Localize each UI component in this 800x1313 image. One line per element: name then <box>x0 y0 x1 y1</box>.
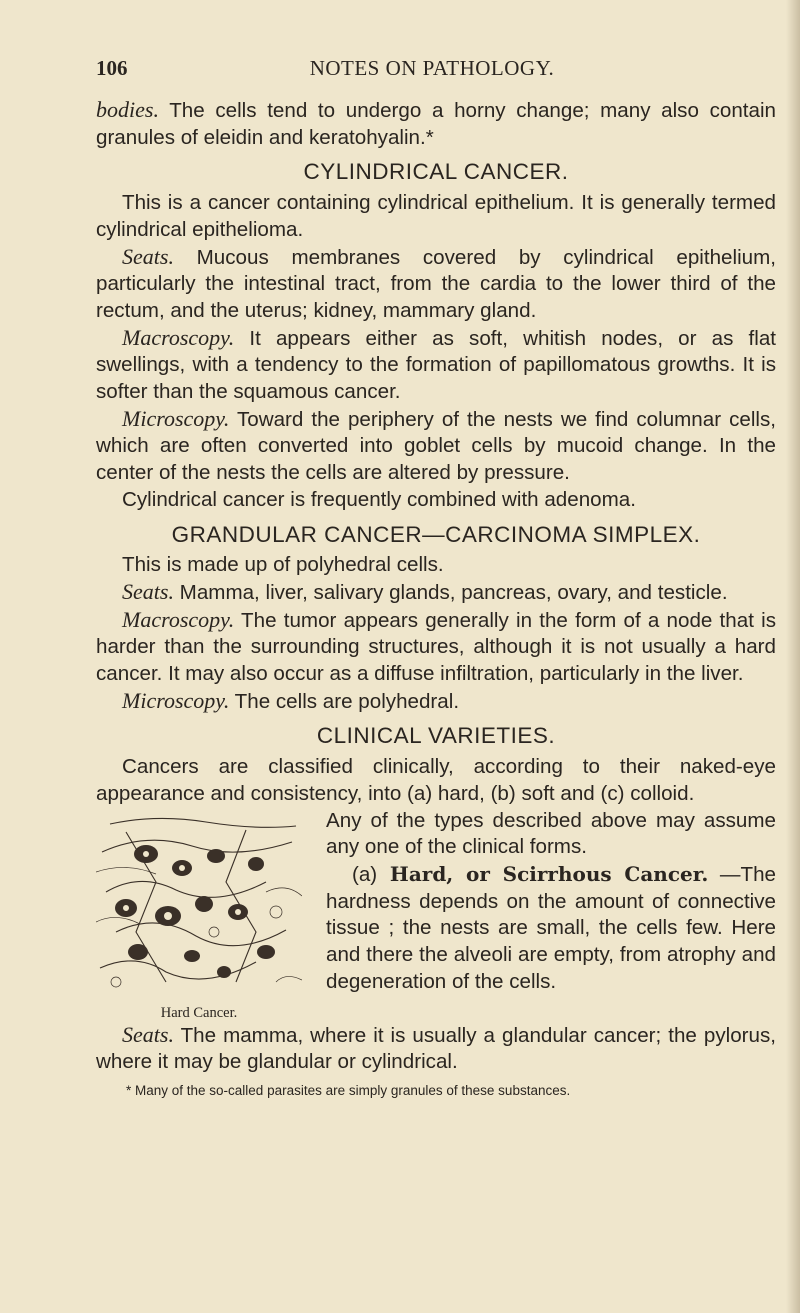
page-number: 106 <box>96 56 128 80</box>
cyl-intro: This is a cancer containing cylindrical epithelium. It is generally termed cylindrical epithelioma. <box>96 191 776 241</box>
gran-microscopy: Microscopy. The cells are polyhedral. <box>122 687 460 713</box>
figure-caption: Hard Cancer. <box>160 1004 238 1021</box>
clin-seats: Seats. The mamma, where it is usually a glandular cancer; the pylorus, where it may be glandular or cylindrical. <box>96 1021 776 1074</box>
figure-row <box>96 808 776 1022</box>
footnote: * Many of the so-called parasites are simply granules of these substances. <box>126 1082 571 1098</box>
page-header <box>96 56 768 86</box>
heading-clinical-varieties: CLINICAL VARIETIES. <box>316 723 556 749</box>
running-title: NOTES ON PATHOLOGY. <box>309 56 555 80</box>
page-body <box>96 97 776 1100</box>
cyl-adenoma: Cylindrical cancer is frequently combined with adenoma. <box>122 487 636 511</box>
heading-cylindrical-cancer: CYLINDRICAL CANCER. <box>303 159 569 185</box>
hard-cancer-figure <box>96 808 310 1022</box>
paragraph-bodies: bodies. The cells tend to undergo a horny change; many also contain granules of eleidin and keratohyalin.* <box>96 97 776 149</box>
gran-seats: Seats. Mamma, liver, salivary glands, pancreas, ovary, and testicle. <box>122 578 728 604</box>
hard-cancer-paragraph: (a) Hard, or Scirrhous Cancer. —The hardness depends on the amount of connective tissue ; the nests are small, the cells few. Here and there the alveoli are empty, from atrophy and degeneration of the cells. <box>326 861 776 993</box>
cyl-microscopy: Microscopy. Toward the periphery of the nests we find columnar cells, which are often converted into goblet cells by mucoid change. In the center of the nests the cells are altered by pressure. <box>96 405 776 485</box>
figure-side-text <box>310 808 776 996</box>
cyl-seats: Seats. Mucous membranes covered by cylindrical epithelium, particularly the intestinal tract, from the cardia to the lower third of the rectum, and the uterus; kidney, mammary gland. <box>96 243 776 322</box>
heading-grandular-cancer: GRANDULAR CANCER—CARCINOMA SIMPLEX. <box>171 521 701 547</box>
page-edge <box>786 0 800 1313</box>
clin-intro: Cancers are classified clinically, according to their naked-eye appearance and consistency, into (a) hard, (b) soft and (c) colloid. <box>96 755 776 805</box>
cyl-macroscopy: Macroscopy. It appears either as soft, whitish nodes, or as flat swellings, with a tendency to the formation of papillomatous growths. It is softer than the squamous cancer. <box>96 324 776 404</box>
gran-macroscopy: Macroscopy. The tumor appears generally in the form of a node that is harder than the surrounding structures, although it is not usually a hard cancer. It may also occur as a diffuse infiltration, particularly in the liver. <box>96 606 776 686</box>
clin-types-note: Any of the types described above may assume any one of the clinical forms. <box>326 808 776 859</box>
hard-cancer-illustration <box>96 812 302 998</box>
gran-intro: This is made up of polyhedral cells. <box>122 553 444 577</box>
